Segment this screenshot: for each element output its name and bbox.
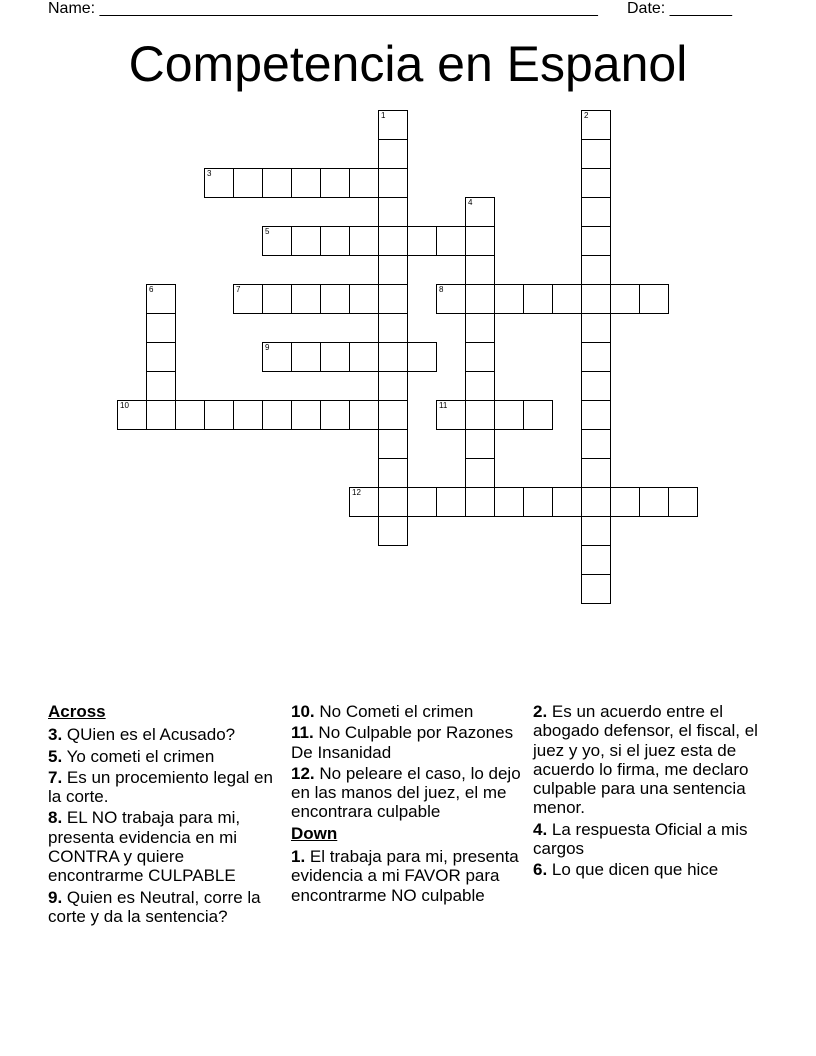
crossword-cell <box>581 226 611 256</box>
crossword-cell <box>378 487 408 517</box>
clue-number: 8. <box>48 808 63 828</box>
crossword-cell <box>523 487 553 517</box>
clue-number: 12 <box>352 488 361 497</box>
crossword-cell <box>146 371 176 401</box>
clues-column-1 <box>48 702 273 928</box>
crossword-cell <box>639 487 669 517</box>
crossword-cell <box>436 226 466 256</box>
clue-item <box>533 820 773 859</box>
crossword-cell <box>581 139 611 169</box>
crossword-cell <box>320 400 350 430</box>
crossword-cell <box>436 487 466 517</box>
clue-number: 3 <box>207 169 212 178</box>
clue-item <box>291 702 526 721</box>
crossword-cell <box>610 487 640 517</box>
crossword-cell <box>581 284 611 314</box>
clue-number: 10. <box>291 702 315 721</box>
clue-text: No Cometi el crimen <box>314 702 474 721</box>
crossword-cell <box>349 342 379 372</box>
crossword-cell <box>436 284 466 314</box>
crossword-cell <box>378 284 408 314</box>
crossword-cell <box>465 255 495 285</box>
header <box>48 0 748 20</box>
crossword-cell <box>378 516 408 546</box>
crossword-cell <box>494 284 524 314</box>
crossword-cell <box>465 429 495 459</box>
clue-item <box>291 764 526 822</box>
crossword-cell <box>494 400 524 430</box>
crossword-cell <box>581 197 611 227</box>
clue-item <box>533 860 773 879</box>
crossword-cell <box>233 168 263 198</box>
clue-number: 6 <box>149 285 154 294</box>
crossword-cell <box>378 313 408 343</box>
clue-item <box>48 808 273 885</box>
clue-number: 4 <box>468 198 473 207</box>
crossword-cell <box>378 458 408 488</box>
clue-text: Quien es Neutral, corre la corte y da la sentencia? <box>48 887 261 926</box>
clue-number: 11. <box>291 723 314 743</box>
crossword-cell <box>378 197 408 227</box>
crossword-cell <box>581 255 611 285</box>
crossword-cell <box>349 226 379 256</box>
clue-text: Yo cometi el crimen <box>62 746 215 766</box>
name-label: Name: ________________________________________________________ <box>48 0 598 17</box>
clue-number: 11 <box>439 401 448 410</box>
clue-number: 1. <box>291 847 306 867</box>
clue-text: QUien es el Acusado? <box>62 725 236 745</box>
crossword-cell <box>146 284 176 314</box>
clue-number: 2 <box>584 111 589 120</box>
crossword-cell <box>204 400 234 430</box>
crossword-cell <box>465 197 495 227</box>
clue-item <box>533 702 773 818</box>
crossword-cell <box>494 487 524 517</box>
crossword-cell <box>262 168 292 198</box>
crossword-cell <box>407 342 437 372</box>
clue-text: La respuesta Oficial a mis cargos <box>533 819 748 859</box>
clue-number: 9. <box>48 887 63 907</box>
clue-text: Lo que dicen que hice <box>547 860 719 880</box>
crossword-cell <box>349 487 379 517</box>
crossword-cell <box>465 400 495 430</box>
crossword-cell <box>146 313 176 343</box>
clue-number: 3. <box>48 725 63 745</box>
clue-item <box>48 747 273 766</box>
clue-number: 7. <box>48 767 63 787</box>
crossword-cell <box>233 400 263 430</box>
clue-item <box>291 723 526 762</box>
crossword-cell <box>639 284 669 314</box>
crossword-cell <box>175 400 205 430</box>
crossword-cell <box>204 168 234 198</box>
page-title: Competencia en Espanol <box>128 36 688 92</box>
clue-text: No peleare el caso, lo dejo en las manos del juez, el me encontrara culpable <box>291 763 521 822</box>
crossword-cell <box>320 342 350 372</box>
clue-number: 8 <box>439 285 444 294</box>
crossword-cell <box>291 284 321 314</box>
clue-number: 9 <box>265 343 270 352</box>
crossword-cell <box>581 429 611 459</box>
crossword-cell <box>668 487 698 517</box>
clue-text: Es un acuerdo entre el abogado defensor, el fiscal, el juez y yo, si el juez esta de acuerdo lo firma, me declaro culpable para una sentencia menor. <box>533 702 758 818</box>
crossword-cell <box>291 400 321 430</box>
crossword-cell <box>581 168 611 198</box>
crossword-cell <box>291 168 321 198</box>
crossword-cell <box>581 574 611 604</box>
crossword-cell <box>349 284 379 314</box>
down-heading: Down <box>291 823 338 843</box>
clue-number: 12. <box>291 763 315 783</box>
crossword-cell <box>349 168 379 198</box>
crossword-cell <box>552 284 582 314</box>
crossword-cell <box>146 400 176 430</box>
crossword-cell <box>581 371 611 401</box>
clue-number: 5 <box>265 227 270 236</box>
across-heading: Across <box>48 702 106 721</box>
clue-number: 2. <box>533 702 548 721</box>
clue-number: 1 <box>381 111 386 120</box>
crossword-cell <box>436 400 466 430</box>
crossword-cell <box>465 371 495 401</box>
crossword-cell <box>262 226 292 256</box>
crossword-cell <box>262 400 292 430</box>
clue-number: 7 <box>236 285 241 294</box>
clue-number: 10 <box>120 401 129 410</box>
crossword-cell <box>610 284 640 314</box>
clue-item <box>48 768 273 807</box>
crossword-cell <box>320 226 350 256</box>
crossword-cell <box>465 342 495 372</box>
crossword-cell <box>378 255 408 285</box>
clue-number: 4. <box>533 819 548 839</box>
crossword-cell <box>349 400 379 430</box>
crossword-cell <box>465 487 495 517</box>
clue-number: 5. <box>48 746 63 766</box>
crossword-cell <box>581 400 611 430</box>
crossword-cell <box>262 342 292 372</box>
clue-item <box>48 725 273 744</box>
crossword-cell <box>378 400 408 430</box>
clue-text: Es un procemiento legal en la corte. <box>48 767 273 807</box>
clue-item <box>48 888 273 927</box>
crossword-cell <box>378 371 408 401</box>
crossword-cell <box>523 400 553 430</box>
clue-text: No Culpable por Razones De Insanidad <box>291 723 514 762</box>
crossword-cell <box>378 226 408 256</box>
crossword-cell <box>320 168 350 198</box>
crossword-cell <box>407 226 437 256</box>
crossword-cell <box>291 342 321 372</box>
crossword-cell <box>407 487 437 517</box>
crossword-cell <box>465 284 495 314</box>
crossword-cell <box>378 139 408 169</box>
crossword-cell <box>465 458 495 488</box>
crossword-cell <box>233 284 263 314</box>
crossword-cell <box>581 313 611 343</box>
crossword-cell <box>581 458 611 488</box>
clues-column-3 <box>533 702 773 882</box>
crossword-cell <box>291 226 321 256</box>
crossword-cell <box>581 487 611 517</box>
clue-item <box>291 847 526 905</box>
crossword-cell <box>378 429 408 459</box>
crossword-cell <box>581 342 611 372</box>
crossword-cell <box>581 516 611 546</box>
clues-column-2 <box>291 702 526 907</box>
crossword-cell <box>465 313 495 343</box>
crossword-cell <box>465 226 495 256</box>
crossword-cell <box>552 487 582 517</box>
crossword-cell <box>581 545 611 575</box>
clue-text: EL NO trabaja para mi, presenta evidencia en mi CONTRA y quiere encontrarme CULPABLE <box>48 808 241 886</box>
crossword-cell <box>320 284 350 314</box>
crossword-cell <box>378 342 408 372</box>
clue-text: El trabaja para mi, presenta evidencia a mi FAVOR para encontrarme NO culpable <box>291 847 519 905</box>
crossword-cell <box>262 284 292 314</box>
crossword-cell <box>117 400 147 430</box>
clue-number: 6. <box>533 860 548 880</box>
crossword-cell <box>378 168 408 198</box>
crossword-cell <box>378 110 408 140</box>
date-label: Date: _______ <box>627 0 732 17</box>
crossword-cell <box>523 284 553 314</box>
crossword-cell <box>581 110 611 140</box>
crossword-cell <box>146 342 176 372</box>
